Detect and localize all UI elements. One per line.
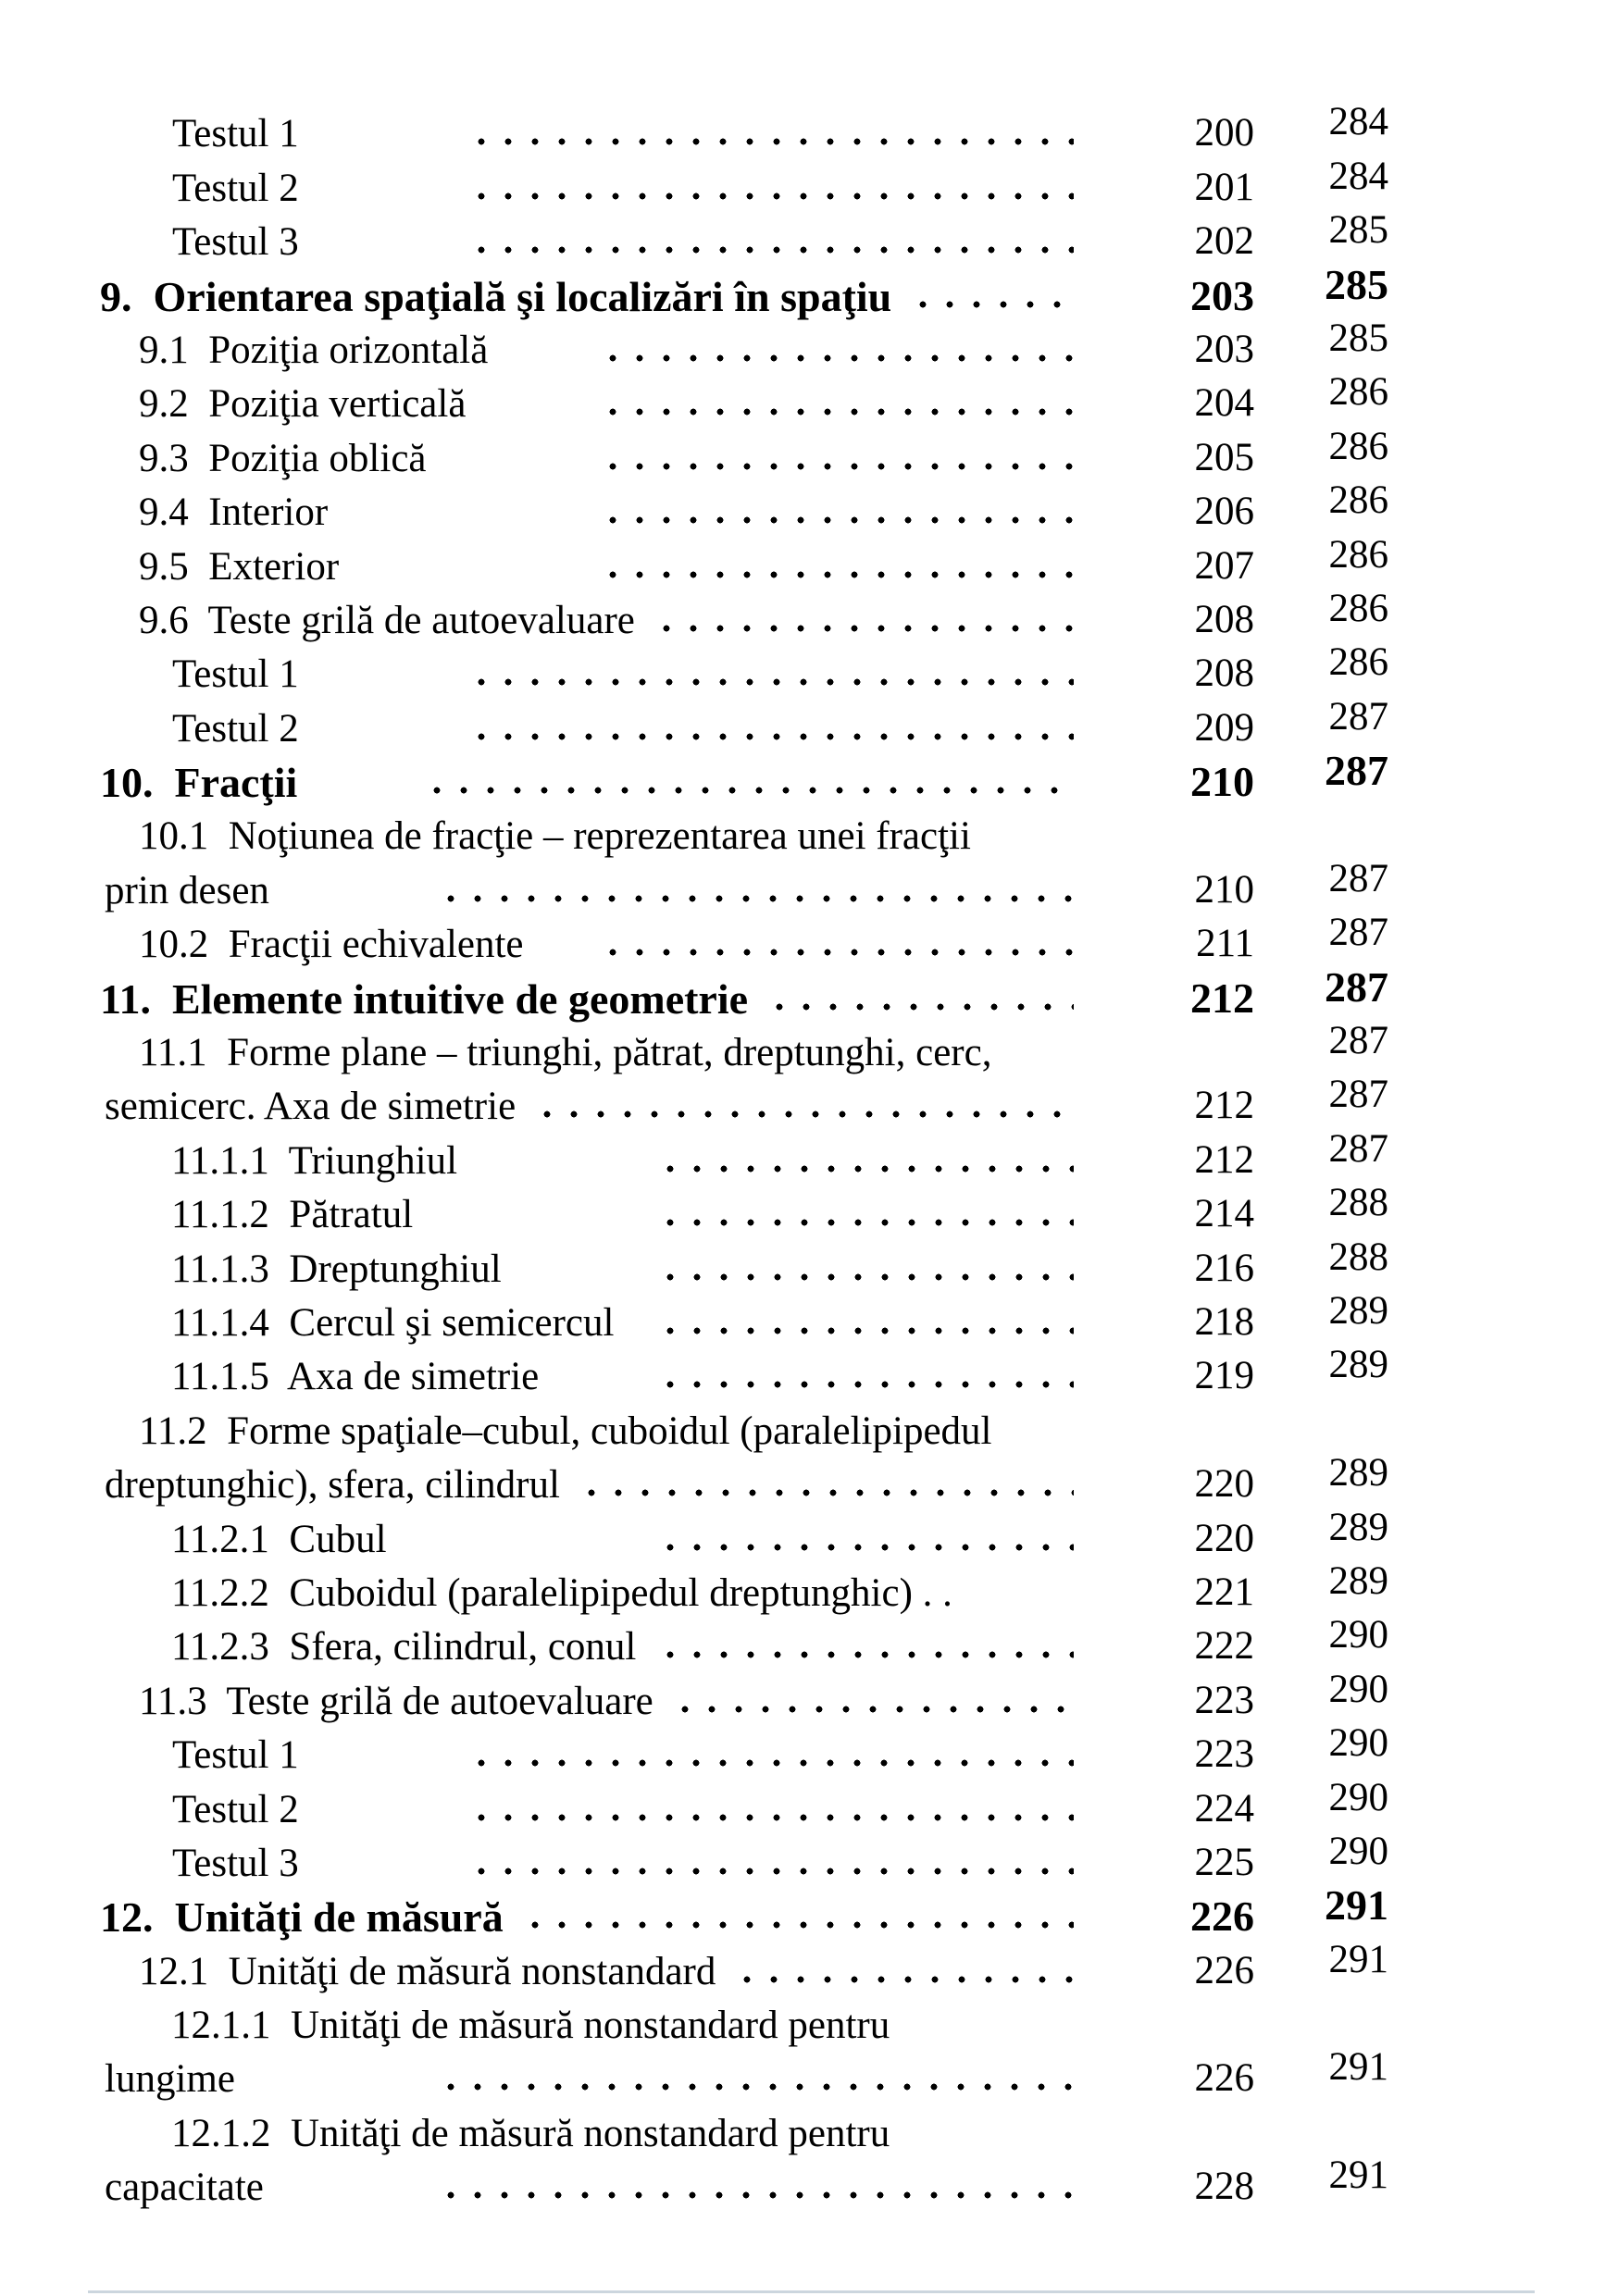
page-number-secondary: 287 (1328, 856, 1388, 900)
page-number-secondary: 288 (1328, 1181, 1388, 1225)
toc-row (0, 1343, 1618, 1400)
dot-leader (609, 462, 1074, 471)
page-number-primary: 224 (1194, 1786, 1254, 1831)
page-number-primary: 216 (1194, 1246, 1254, 1290)
toc-entry-label: 9.5 Exterior (139, 544, 340, 589)
toc-entry-label: 11.1.5 Axa de simetrie (171, 1355, 540, 1399)
toc-row (0, 1019, 1618, 1076)
page-number-primary: 214 (1194, 1192, 1254, 1236)
dot-leader (531, 1920, 1074, 1930)
dot-leader (478, 245, 1074, 254)
toc-row (0, 1288, 1618, 1347)
toc-entry-label: 11.2 Forme spaţiale–cubul, cuboidul (paralelipipedul (139, 1409, 992, 1453)
toc-row (0, 1721, 1618, 1779)
dot-leader (1019, 1056, 1074, 1065)
page-number-primary: 226 (1190, 1893, 1254, 1941)
dot-leader (433, 786, 1074, 795)
toc-row (0, 1505, 1618, 1562)
page-number-secondary: 290 (1328, 1829, 1388, 1873)
toc-entry-label: dreptunghic), sfera, cilindrul (105, 1463, 560, 1508)
table-of-contents (0, 100, 1618, 2211)
page-number-secondary: 287 (1328, 911, 1388, 955)
toc-row (0, 1937, 1618, 1994)
dot-leader (609, 354, 1074, 363)
toc-entry-label: 11.1.3 Dreptunghiul (171, 1247, 502, 1291)
toc-row (0, 856, 1618, 913)
toc-entry-label: 9.6 Teste grilă de autoevaluare (139, 598, 635, 642)
toc-row (0, 1451, 1618, 1508)
page-number-secondary: 286 (1328, 370, 1388, 415)
page-number-primary: 203 (1190, 271, 1254, 319)
toc-entry-label: 12.1.2 Unităţi de măsură nonstandard pentru (171, 2111, 890, 2155)
toc-entry-label: 9. Orientarea spaţială şi localizări în spaţiu (100, 272, 892, 320)
dot-leader (478, 192, 1074, 201)
toc-entry-label: prin desen (105, 868, 269, 912)
page-number-primary: 200 (1194, 111, 1254, 155)
toc-entry-label: Testul 2 (172, 1787, 299, 1831)
page-number-secondary: 286 (1328, 532, 1388, 577)
toc-row (0, 1235, 1618, 1292)
page-number-primary: 223 (1194, 1678, 1254, 1722)
page-number-primary: 212 (1190, 974, 1254, 1022)
toc-entry-label: 11.1 Forme plane – triunghi, pătrat, dreptunghi, cerc, (139, 1031, 992, 1075)
page-number-secondary: 288 (1328, 1235, 1388, 1279)
toc-row (0, 1667, 1618, 1724)
toc-row (0, 260, 1618, 320)
dot-leader (776, 1002, 1074, 1011)
page-number-secondary: 287 (1325, 747, 1388, 795)
page-number-primary: 228 (1194, 2165, 1254, 2209)
page-number-primary: 226 (1194, 1948, 1254, 1992)
toc-entry-label: Testul 3 (172, 1841, 299, 1885)
dot-leader (663, 624, 1074, 633)
dot-leader (743, 1975, 1074, 1984)
dot-leader (478, 137, 1074, 146)
dot-leader (666, 1650, 1074, 1659)
page-number-primary: 226 (1194, 2056, 1254, 2101)
page-number-secondary: 289 (1328, 1558, 1388, 1603)
page-number-primary: 222 (1194, 1624, 1254, 1669)
toc-row (0, 154, 1618, 211)
page-number-secondary: 290 (1328, 1721, 1388, 1766)
page-number-secondary: 286 (1328, 586, 1388, 630)
dot-leader (447, 2191, 1074, 2200)
page-number-secondary: 287 (1328, 694, 1388, 738)
toc-row (0, 424, 1618, 481)
dot-leader (609, 570, 1074, 579)
page-number-secondary: 285 (1328, 316, 1388, 360)
toc-row (0, 316, 1618, 374)
dot-leader (447, 2082, 1074, 2091)
page-number-primary: 211 (1196, 922, 1254, 966)
toc-entry-label: 10. Fracţii (100, 759, 298, 807)
toc-entry-label: 9.1 Poziţia orizontală (139, 328, 489, 372)
dot-leader (543, 1110, 1074, 1119)
toc-row (0, 1400, 1618, 1454)
dot-leader (666, 1164, 1074, 1173)
toc-row (0, 2103, 1618, 2156)
page-number-secondary: 287 (1328, 1019, 1388, 1063)
page-number-primary: 221 (1194, 1570, 1254, 1614)
page-number-primary: 210 (1194, 867, 1254, 912)
toc-row (0, 2045, 1618, 2103)
toc-entry-label: capacitate (105, 2166, 264, 2210)
toc-row (0, 806, 1618, 860)
dot-leader (478, 1813, 1074, 1822)
page-number-secondary: 286 (1328, 478, 1388, 523)
page-number-secondary: 290 (1328, 1667, 1388, 1711)
dot-leader (980, 1596, 1074, 1606)
toc-row (0, 2153, 1618, 2211)
toc-entry-label: 11.1.1 Triunghiul (171, 1138, 458, 1183)
toc-row (0, 1073, 1618, 1130)
dot-leader (666, 1380, 1074, 1389)
page-number-primary: 210 (1190, 758, 1254, 806)
page-number-primary: 209 (1194, 705, 1254, 750)
toc-entry-label: Testul 1 (172, 1733, 299, 1778)
page-number-secondary: 289 (1328, 1451, 1388, 1496)
dot-leader (609, 515, 1074, 525)
page-number-primary: 204 (1194, 381, 1254, 426)
toc-entry-label: Testul 3 (172, 220, 299, 265)
page-number-primary: 223 (1194, 1732, 1254, 1777)
page-number-secondary: 284 (1328, 100, 1388, 144)
page-number-primary: 220 (1194, 1462, 1254, 1507)
toc-row (0, 478, 1618, 536)
toc-entry-label: lungime (105, 2057, 235, 2102)
dot-leader (666, 1218, 1074, 1227)
toc-row (0, 1995, 1618, 2049)
page-number-secondary: 291 (1328, 2045, 1388, 2090)
dot-leader (666, 1543, 1074, 1552)
toc-entry-label: 11.3 Teste grilă de autoevaluare (139, 1679, 653, 1723)
page-number-primary: 219 (1194, 1354, 1254, 1398)
page-number-primary: 208 (1194, 652, 1254, 696)
toc-row (0, 640, 1618, 698)
dot-leader (478, 1867, 1074, 1876)
toc-row (0, 1775, 1618, 1832)
page-number-secondary: 290 (1328, 1613, 1388, 1657)
page-number-primary: 206 (1194, 490, 1254, 534)
page-number-primary: 203 (1194, 327, 1254, 371)
toc-entry-label: 9.4 Interior (139, 490, 329, 535)
dot-leader (478, 732, 1074, 741)
page-number-secondary: 287 (1328, 1126, 1388, 1171)
toc-entry-label: semicerc. Axa de simetrie (105, 1085, 517, 1129)
page-bottom-rule (88, 2290, 1535, 2293)
toc-entry-label: 11.1.4 Cercul şi semicercul (171, 1300, 615, 1345)
page-number-primary: 220 (1194, 1516, 1254, 1560)
toc-entry-label: 11. Elemente intuitive de geometrie (100, 974, 749, 1023)
page-number-secondary: 285 (1328, 208, 1388, 253)
dot-leader (666, 1326, 1074, 1335)
dot-leader (917, 2137, 1074, 2146)
toc-row (0, 100, 1618, 157)
page-number-primary: 212 (1194, 1137, 1254, 1182)
toc-entry-label: Testul 1 (172, 652, 299, 697)
page-number-secondary: 289 (1328, 1505, 1388, 1549)
dot-leader (1019, 1434, 1074, 1444)
page-number-secondary: 291 (1328, 2153, 1388, 2198)
dot-leader (609, 948, 1074, 957)
dot-leader (917, 2029, 1074, 2038)
page-number-primary: 205 (1194, 435, 1254, 479)
toc-row (0, 1126, 1618, 1184)
toc-entry-label: 10.1 Noţiunea de fracţie – reprezentarea unei fracţii (139, 814, 971, 859)
dot-leader (609, 407, 1074, 416)
page-number-secondary: 286 (1328, 640, 1388, 685)
toc-row (0, 586, 1618, 644)
dot-leader (478, 677, 1074, 687)
page-number-secondary: 284 (1328, 154, 1388, 198)
toc-entry-label: 11.1.2 Pătratul (171, 1193, 414, 1237)
page-number-secondary: 291 (1325, 1881, 1388, 1930)
toc-entry-label: 11.2.2 Cuboidul (paralelipipedul dreptunghic) . . (171, 1570, 952, 1615)
toc-row (0, 747, 1618, 807)
dot-leader (999, 839, 1074, 849)
toc-row (0, 694, 1618, 751)
page-number-primary: 207 (1194, 543, 1254, 588)
toc-entry-label: Testul 1 (172, 112, 299, 156)
page-number-secondary: 287 (1328, 1073, 1388, 1117)
page-number-primary: 225 (1194, 1840, 1254, 1884)
toc-row (0, 1829, 1618, 1887)
page-number-secondary: 290 (1328, 1775, 1388, 1819)
dot-leader (681, 1705, 1074, 1714)
toc-entry-label: 11.2.1 Cubul (171, 1517, 387, 1561)
page-number-secondary: 289 (1328, 1343, 1388, 1387)
dot-leader (478, 1758, 1074, 1768)
toc-entry-label: 12.1.1 Unităţi de măsură nonstandard pentru (171, 2004, 890, 2048)
toc-entry-label: Testul 2 (172, 706, 299, 751)
page-number-primary: 218 (1194, 1299, 1254, 1344)
toc-row (0, 1181, 1618, 1238)
toc-row (0, 532, 1618, 590)
page-number-primary: 208 (1194, 597, 1254, 641)
page-number-primary: 201 (1194, 165, 1254, 209)
toc-entry-label: 9.2 Poziţia verticală (139, 382, 467, 427)
page-number-primary: 202 (1194, 219, 1254, 264)
toc-row (0, 1881, 1618, 1942)
dot-leader (666, 1272, 1074, 1282)
toc-entry-label: 12. Unităţi de măsură (100, 1893, 504, 1942)
toc-row (0, 1613, 1618, 1670)
dot-leader (588, 1488, 1074, 1497)
toc-entry-label: 11.2.3 Sfera, cilindrul, conul (171, 1625, 637, 1669)
toc-entry-label: 10.2 Fracţii echivalente (139, 923, 524, 967)
toc-row (0, 1558, 1618, 1617)
toc-row (0, 370, 1618, 428)
page-number-secondary: 285 (1325, 260, 1388, 308)
toc-entry-label: 9.3 Poziţia oblică (139, 436, 427, 480)
page-number-secondary: 286 (1328, 424, 1388, 468)
page-number-primary: 212 (1194, 1084, 1254, 1128)
dot-leader (447, 894, 1074, 903)
toc-entry-label: 12.1 Unităţi de măsură nonstandard (139, 1949, 716, 1993)
page-number-secondary: 287 (1325, 962, 1388, 1011)
page-number-secondary: 289 (1328, 1288, 1388, 1333)
toc-row (0, 962, 1618, 1023)
toc-entry-label: Testul 2 (172, 166, 299, 210)
dot-leader (919, 300, 1074, 309)
toc-row (0, 208, 1618, 266)
toc-row (0, 911, 1618, 968)
page-number-secondary: 291 (1328, 1937, 1388, 1981)
